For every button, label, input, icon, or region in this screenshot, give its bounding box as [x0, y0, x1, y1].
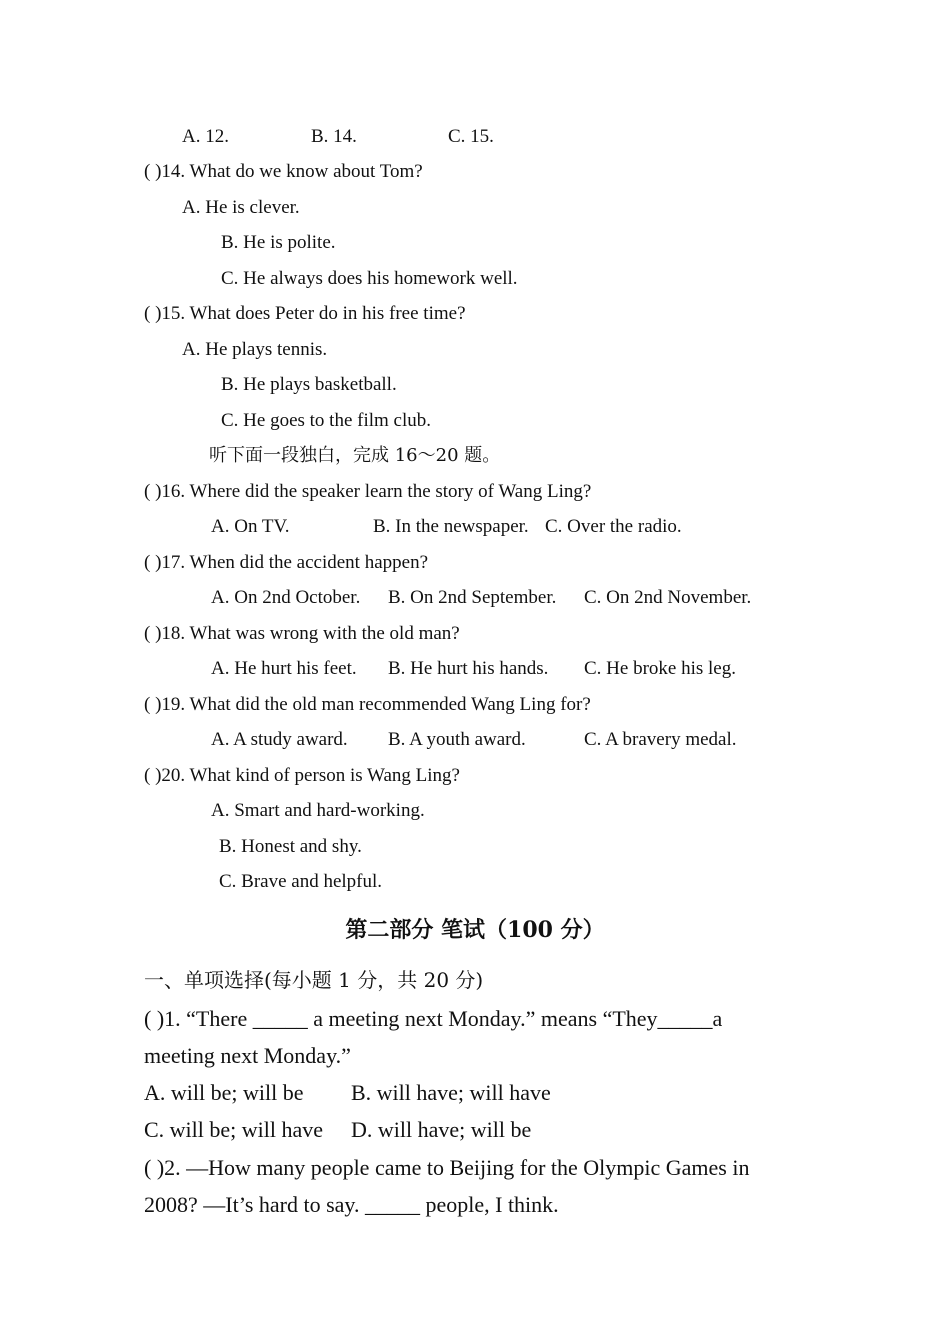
q18-option-b: B. He hurt his hands.: [388, 658, 549, 679]
q16-option-a: A. On TV.: [211, 516, 290, 537]
written-q1-option-d: D. will have; will be: [351, 1117, 532, 1142]
q14-option-c: C. He always does his homework well.: [221, 268, 518, 289]
q17-option-c: C. On 2nd November.: [584, 587, 752, 608]
written-q2-line2: 2008? —It’s hard to say. _____ people, I think.: [144, 1192, 559, 1217]
written-q1-option-a: A. will be; will be: [144, 1080, 304, 1105]
q14-question: ( )14. What do we know about Tom?: [144, 161, 423, 182]
written-q1-line2: meeting next Monday.”: [144, 1043, 351, 1068]
q18-option-a: A. He hurt his feet.: [211, 658, 357, 679]
q15-option-a: A. He plays tennis.: [182, 339, 328, 360]
monologue-instruction: 听下面一段独白，完成 16～20 题。: [209, 445, 501, 466]
q16-question: ( )16. Where did the speaker learn the story of Wang Ling?: [144, 481, 592, 502]
q15-option-b: B. He plays basketball.: [221, 374, 397, 395]
q18-question: ( )18. What was wrong with the old man?: [144, 623, 460, 644]
q14-option-b: B. He is polite.: [221, 232, 336, 253]
written-q1-option-b: B. will have; will have: [351, 1080, 551, 1105]
q19-option-c: C. A bravery medal.: [584, 729, 737, 750]
q20-option-b: B. Honest and shy.: [219, 836, 362, 857]
q15-option-c: C. He goes to the film club.: [221, 410, 432, 431]
q13-option-b: B. 14.: [311, 126, 357, 147]
q13-option-c: C. 15.: [448, 126, 494, 147]
q20-question: ( )20. What kind of person is Wang Ling?: [144, 765, 460, 786]
q19-option-b: B. A youth award.: [388, 729, 526, 750]
section1-heading: 一、单项选择(每小题 1 分，共 20 分): [144, 968, 484, 992]
written-q1-line1: ( )1. “There _____ a meeting next Monday.” means “They_____a: [144, 1006, 723, 1031]
q19-question: ( )19. What did the old man recommended Wang Ling for?: [144, 694, 591, 715]
q13-option-a: A. 12.: [182, 126, 229, 147]
q17-question: ( )17. When did the accident happen?: [144, 552, 429, 573]
part2-title: 第二部分 笔试（100 分）: [345, 917, 605, 943]
q20-option-c: C. Brave and helpful.: [219, 871, 383, 892]
q14-option-a: A. He is clever.: [182, 197, 300, 218]
q17-option-a: A. On 2nd October.: [211, 587, 361, 608]
q19-option-a: A. A study award.: [211, 729, 348, 750]
q20-option-a: A. Smart and hard-working.: [211, 800, 425, 821]
written-q1-option-c: C. will be; will have: [144, 1117, 324, 1142]
q16-option-c: C. Over the radio.: [545, 516, 682, 537]
q17-option-b: B. On 2nd September.: [388, 587, 557, 608]
q18-option-c: C. He broke his leg.: [584, 658, 736, 679]
q15-question: ( )15. What does Peter do in his free time?: [144, 303, 466, 324]
q16-option-b: B. In the newspaper.: [373, 516, 529, 537]
written-q2-line1: ( )2. —How many people came to Beijing for the Olympic Games in: [144, 1155, 750, 1180]
